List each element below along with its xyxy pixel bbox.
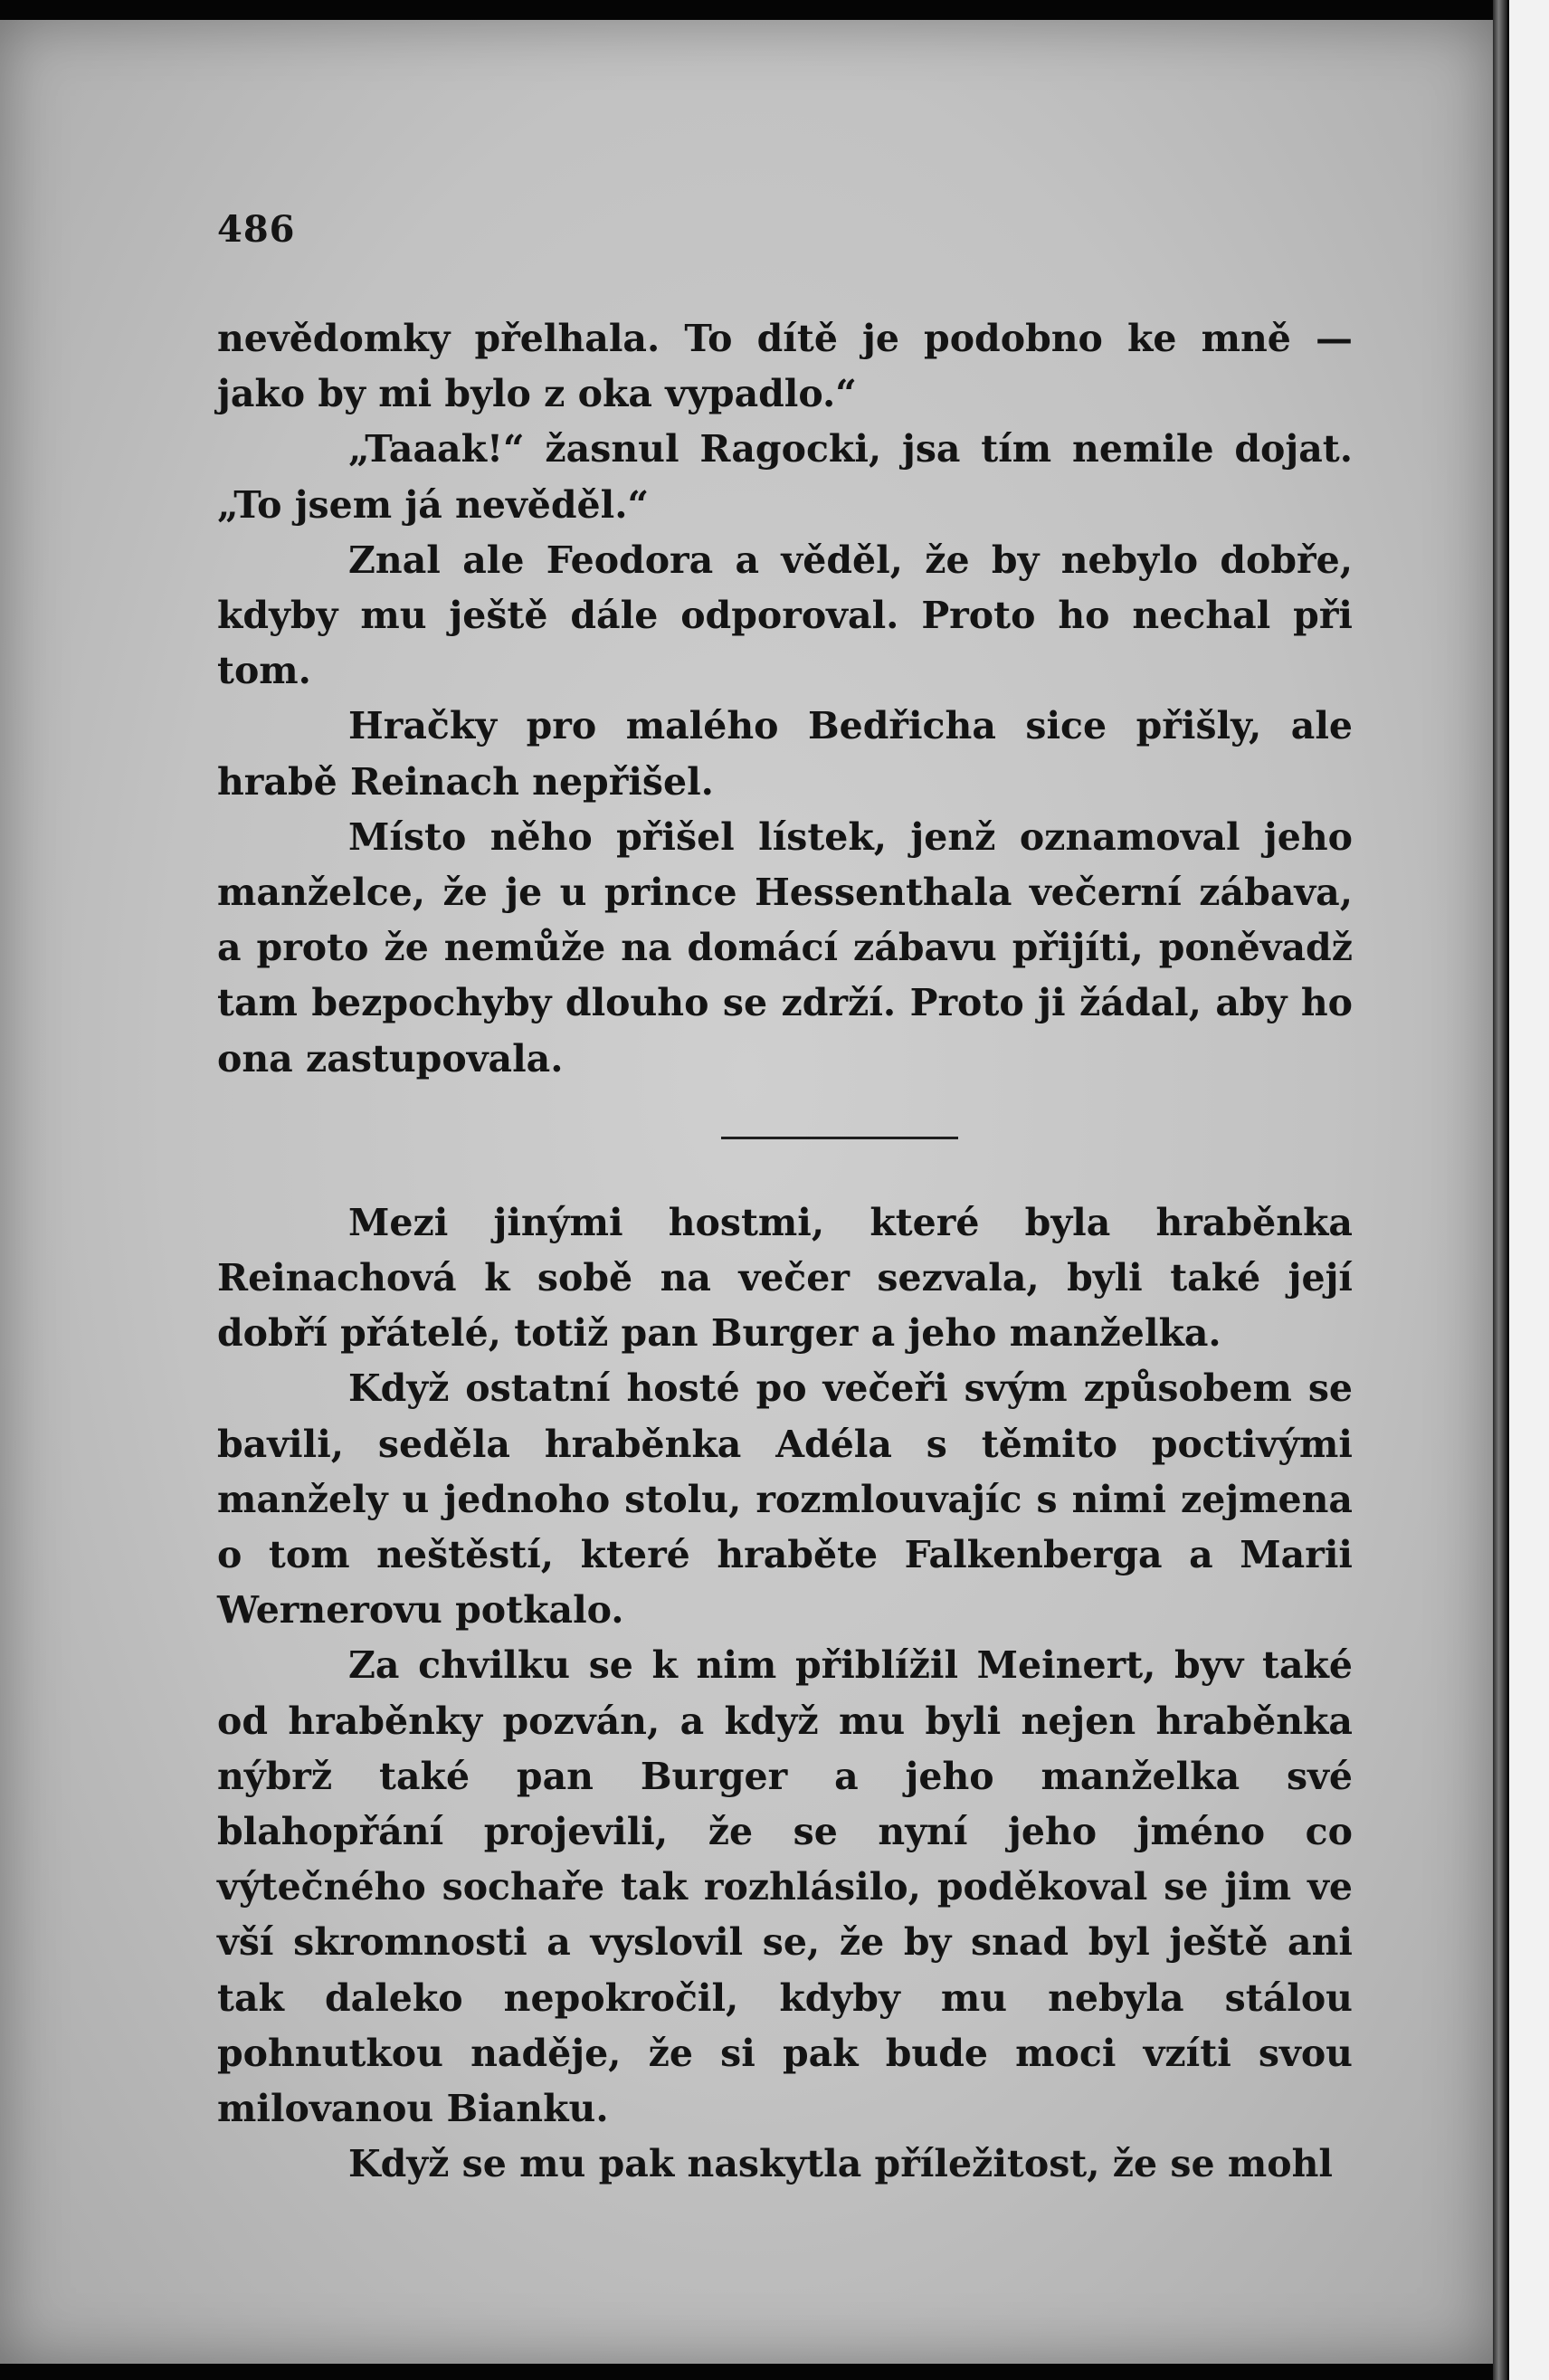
paragraph: Když ostatní hosté po večeři svým způsobem se bavili, seděla hraběnka Adéla s těmito poctivými manžely u jednoho stolu, rozmlouvajíc s nimi zejmena o tom neštěstí, které hraběte Falkenberga a Marii Wernerovu potkalo. — [217, 1366, 1353, 1633]
paragraph: nevědomky přelhala. To dítě je podobno ke mně — jako by mi bylo z oka vypadlo.“ — [217, 317, 1353, 416]
page-number: 486 — [217, 208, 296, 251]
body-text — [217, 311, 1353, 2193]
text-section-before-break — [217, 311, 1353, 1087]
paragraph: Když se mu pak naskytla příležitost, že se mohl — [348, 2142, 1333, 2186]
book-page — [0, 20, 1493, 2364]
paragraph: Místo něho přišel lístek, jenž oznamoval jeho manželce, že je u prince Hessenthala večerní zábava, a proto že nemůže na domácí zábavu přijíti, poněvadž tam bezpochyby dlouho se zdrží. Proto ji žádal, aby ho ona zastupovala. — [217, 814, 1353, 1081]
paragraph: „Taaak!“ žasnul Ragocki, jsa tím nemile dojat. „To jsem já nevěděl.“ — [217, 427, 1353, 527]
section-separator-rule — [721, 1137, 958, 1139]
page-edge-shadow — [1493, 0, 1507, 2380]
paragraph: Mezi jinými hostmi, které byla hraběnka Reinachová k sobě na večer sezvala, byli také její dobří přátelé, totiž pan Burger a jeho manželka. — [217, 1200, 1353, 1356]
text-section-after-break — [217, 1195, 1353, 2193]
paragraph: Znal ale Feodora a věděl, že by nebylo dobře, kdyby mu ještě dále odporoval. Proto ho nechal při tom. — [217, 538, 1353, 693]
scan-margin-strip — [1509, 0, 1549, 2380]
paragraph: Hračky pro malého Bedřicha sice přišly, ale hrabě Reinach nepřišel. — [217, 704, 1353, 804]
paragraph: Za chvilku se k nim přiblížil Meinert, byv také od hraběnky pozván, a když mu byli nejen hraběnka nýbrž také pan Burger a jeho manželka své blahopřání projevili, že se nyní jeho jméno co výtečného sochaře tak rozhlásilo, poděkoval se jim ve vší skromnosti a vyslovil se, že by snad byl ještě ani tak daleko nepokročil, kdyby mu nebyla stálou pohnutkou naděje, že si pak bude moci vzíti svou milovanou Bianku. — [217, 1643, 1353, 2131]
